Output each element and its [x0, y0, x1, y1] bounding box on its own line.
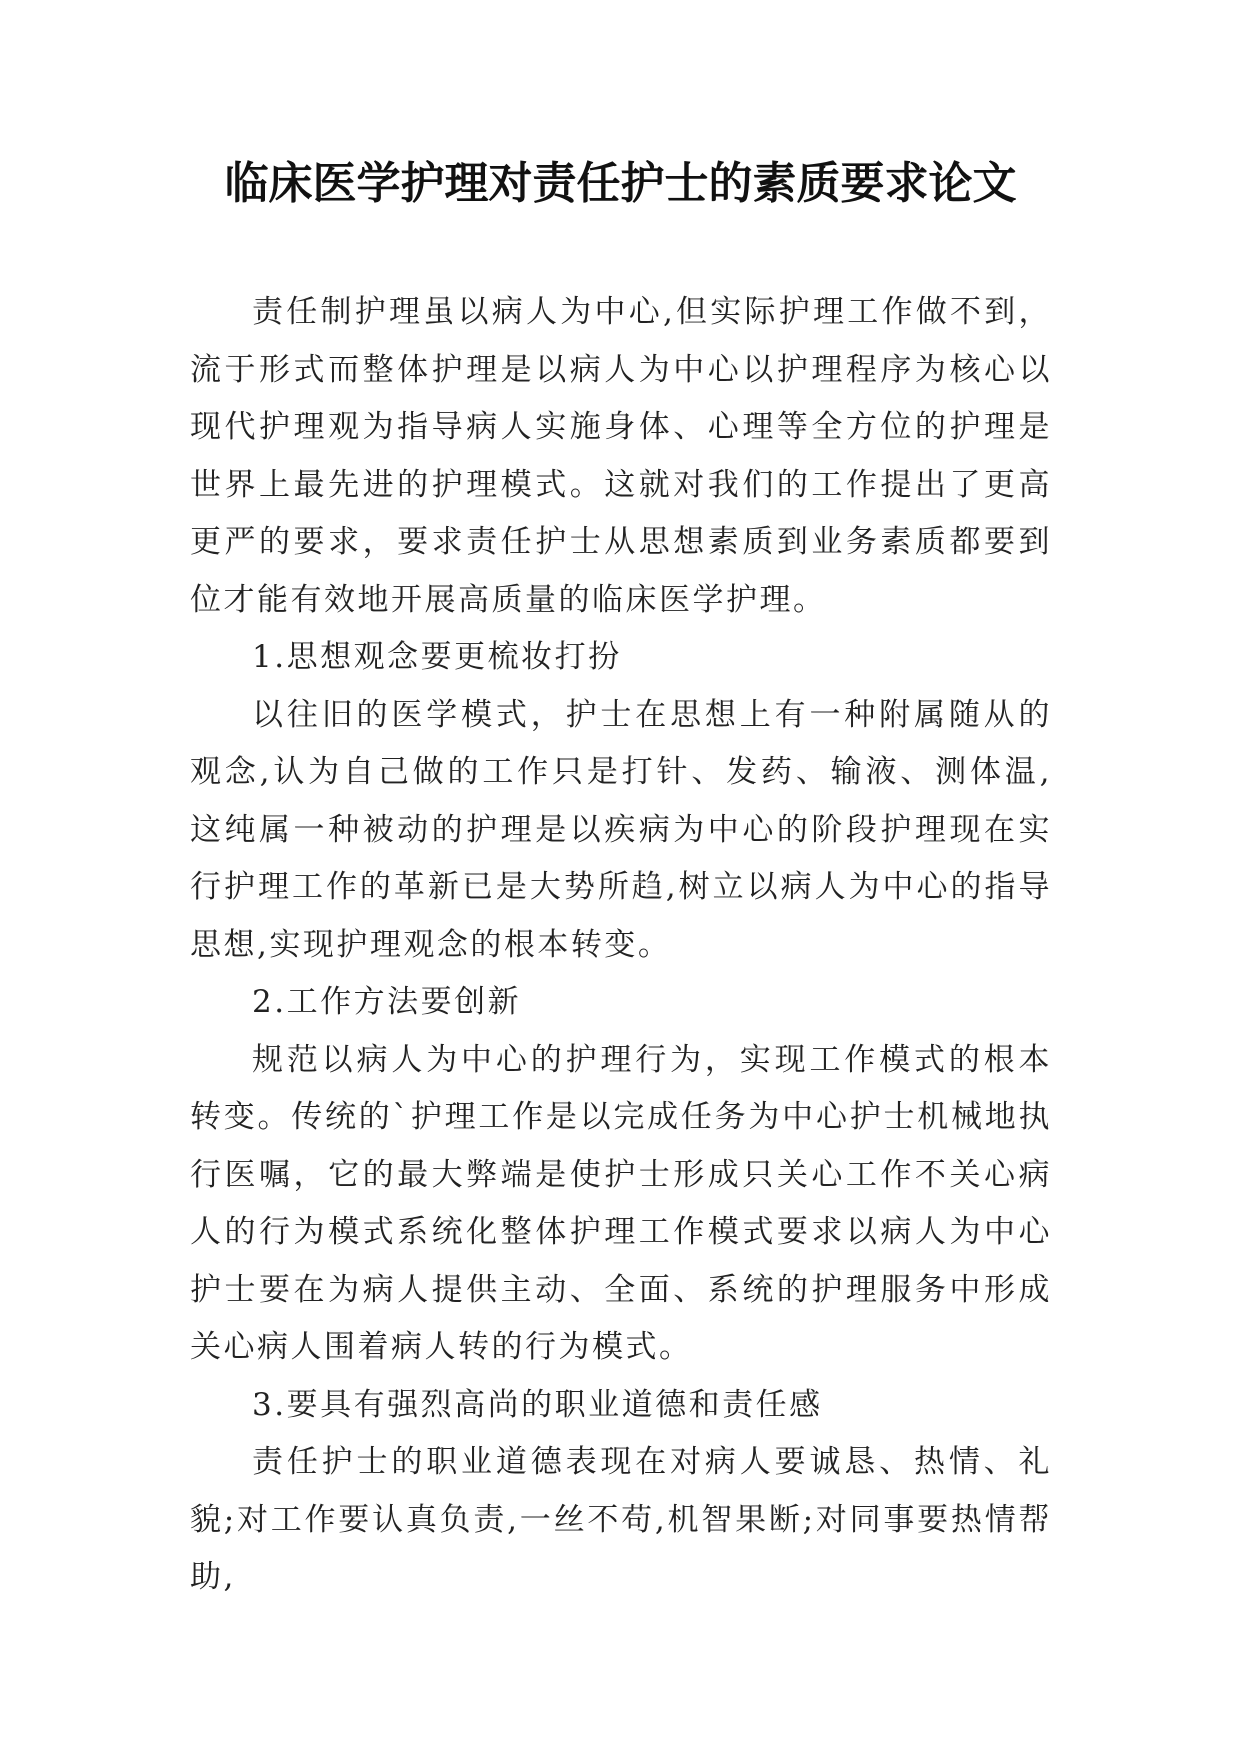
paragraph-section-1: 以往旧的医学模式，护士在思想上有一种附属随从的观念,认为自己做的工作只是打针、发药、输液、测体温,这纯属一种被动的护理是以疾病为中心的阶段护理现在实行护理工作的革新已是大势所趋,树立以病人为中心的指导思想,实现护理观念的根本转变。: [190, 696, 1052, 963]
document-body: [190, 284, 1052, 1607]
paragraph-section-3: 责任护士的职业道德表现在对病人要诚恳、热情、礼貌;对工作要认真负责,一丝不苟,机智果断;对同事要热情帮助,: [190, 1444, 1052, 1595]
paragraph-section-2: 规范以病人为中心的护理行为，实现工作模式的根本转变。传统的`护理工作是以完成任务为中心护士机械地执行医嘱，它的最大弊端是使护士形成只关心工作不关心病人的行为模式系统化整体护理工作模式要求以病人为中心护士要在为病人提供主动、全面、系统的护理服务中形成关心病人围着病人转的行为模式。: [190, 1041, 1052, 1365]
section-heading-1: 1.思想观念要更梳妆打扮: [252, 639, 622, 675]
section-heading-2: 2.工作方法要创新: [252, 984, 522, 1020]
document-title: 临床医学护理对责任护士的素质要求论文: [224, 158, 1017, 209]
section-heading-3: 3.要具有强烈高尚的职业道德和责任感: [252, 1386, 823, 1423]
paragraph-intro: 责任制护理虽以病人为中心,但实际护理工作做不到，流于形式而整体护理是以病人为中心以护理程序为核心以现代护理观为指导病人实施身体、心理等全方位的护理是世界上最先进的护理模式。这就对我们的工作提出了更高更严的要求，要求责任护士从思想素质到业务素质都要到位才能有效地开展高质量的临床医学护理。: [190, 294, 1052, 618]
